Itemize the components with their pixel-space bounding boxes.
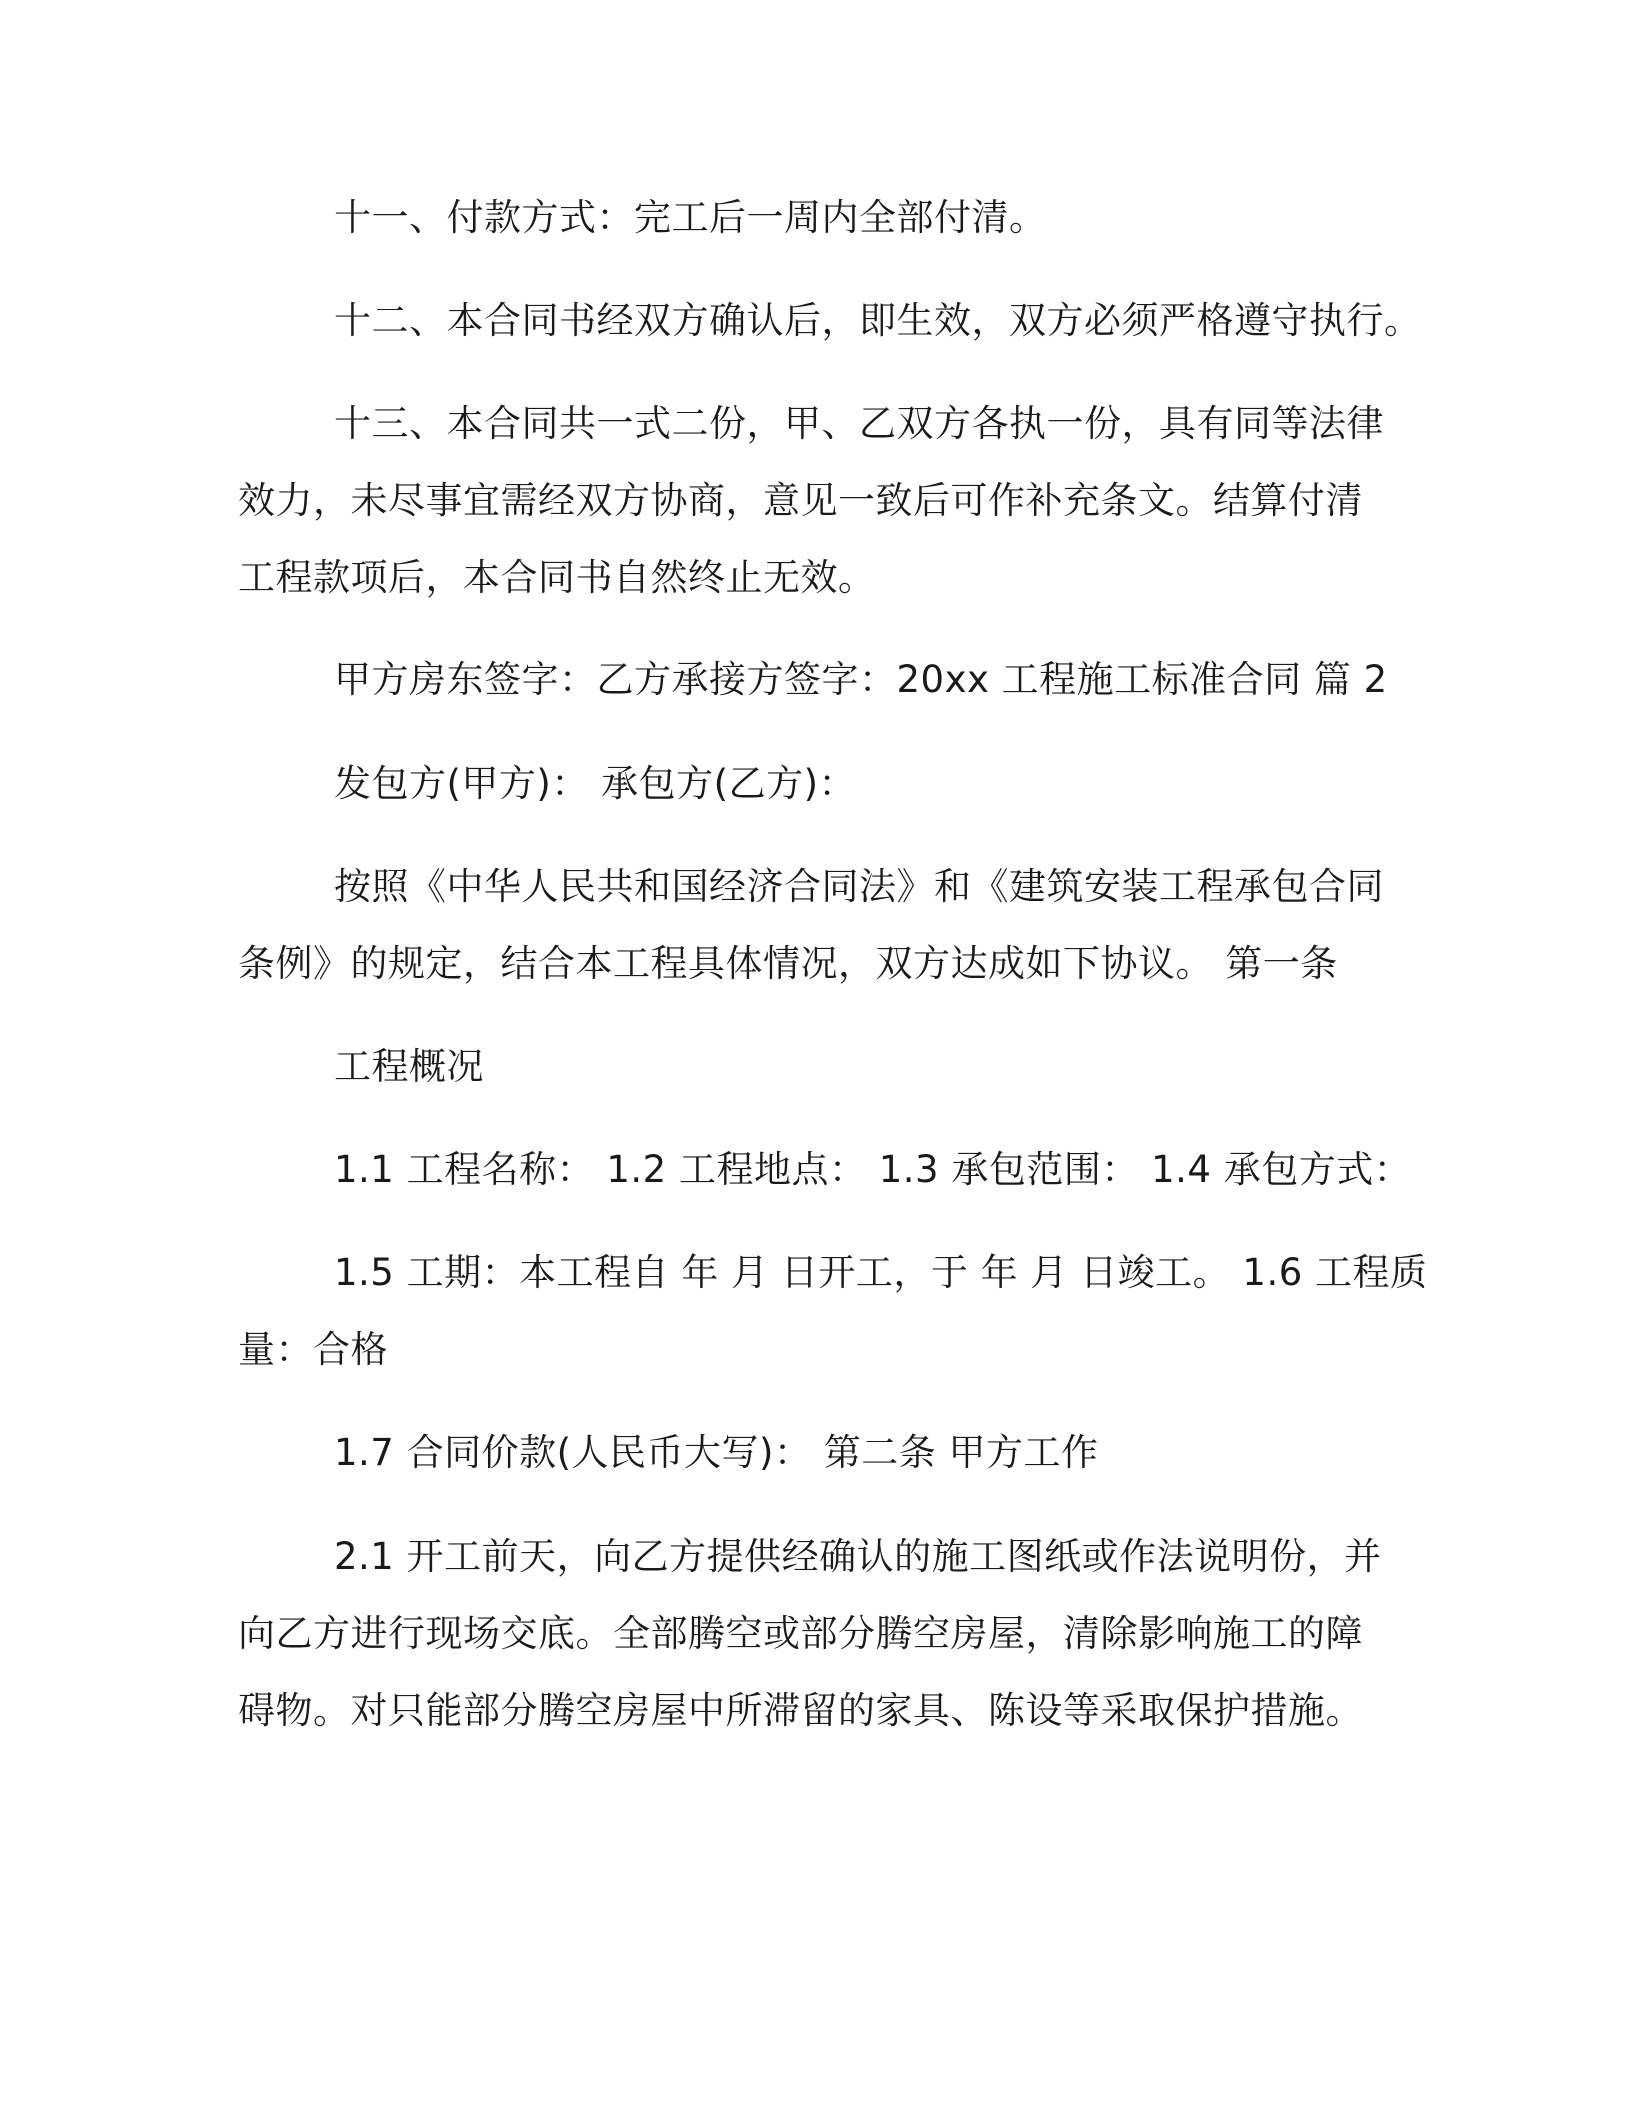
item-2-1-line-2: 向乙方进行现场交底。全部腾空或部分腾空房屋，清除影响施工的障 bbox=[238, 1612, 1363, 1655]
preamble-line-1: 按照《中华人民共和国经济合同法》和《建筑安装工程承包合同 bbox=[334, 865, 1384, 908]
items-1-5-line-1: 1.5 工期：本工程自 年 月 日开工，于 年 月 日竣工。 1.6 工程质 bbox=[334, 1251, 1428, 1294]
signature-line: 甲方房东签字：乙方承接方签字：20xx 工程施工标准合同 篇 2 bbox=[334, 658, 1388, 701]
items-1-5-line-2: 量：合格 bbox=[238, 1328, 388, 1371]
item-1-7-line: 1.7 合同价款(人民币大写)： 第二条 甲方工作 bbox=[334, 1431, 1099, 1474]
article-1-heading: 工程概况 bbox=[334, 1045, 484, 1088]
clause-13-line-1: 十三、本合同共一式二份，甲、乙双方各执一份，具有同等法律 bbox=[334, 402, 1384, 445]
parties-line: 发包方(甲方)： 承包方(乙方)： bbox=[334, 762, 857, 805]
clause-13-line-2: 效力，未尽事宜需经双方协商，意见一致后可作补充条文。结算付清 bbox=[238, 479, 1363, 522]
clause-11-payment: 十一、付款方式：完工后一周内全部付清。 bbox=[334, 196, 1047, 239]
item-2-1-line-1: 2.1 开工前天，向乙方提供经确认的施工图纸或作法说明份，并 bbox=[334, 1535, 1382, 1578]
preamble-line-2: 条例》的规定，结合本工程具体情况，双方达成如下协议。 第一条 bbox=[238, 942, 1338, 985]
clause-13-line-3: 工程款项后，本合同书自然终止无效。 bbox=[238, 556, 876, 599]
item-2-1-line-3: 碍物。对只能部分腾空房屋中所滞留的家具、陈设等采取保护措施。 bbox=[238, 1689, 1363, 1732]
clause-12-effect: 十二、本合同书经双方确认后，即生效，双方必须严格遵守执行。 bbox=[334, 299, 1422, 342]
items-1-1-to-1-4: 1.1 工程名称： 1.2 工程地点： 1.3 承包范围： 1.4 承包方式： bbox=[334, 1148, 1412, 1191]
